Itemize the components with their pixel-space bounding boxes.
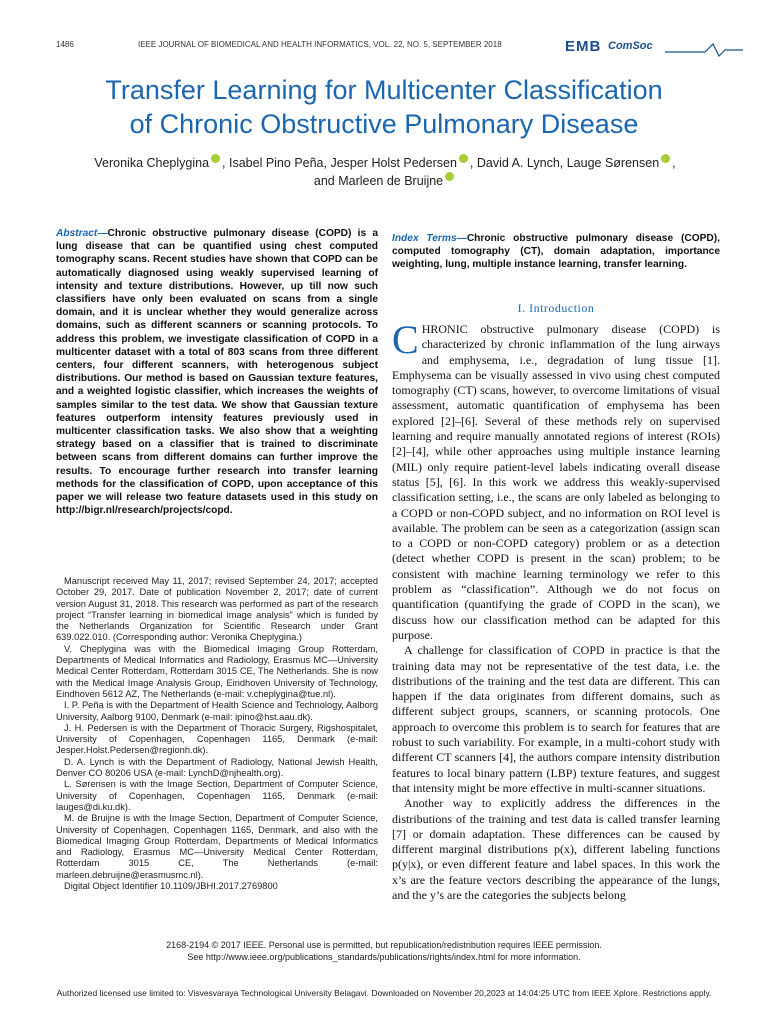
orcid-icon[interactable] xyxy=(661,154,670,163)
author-text-4: and Marleen de Bruijne xyxy=(313,174,444,188)
introduction-body xyxy=(392,317,720,903)
footnote: D. A. Lynch is with the Department of Radiology, National Jewish Health, Denver CO 80206 USA (e-mail: LynchD@njhealth.org). xyxy=(56,756,378,779)
license-notice: Authorized licensed use limited to: Visvesvaraya Technological University Belagavi. Downloaded on November 20,2023 at 14:04:25 UTC from IEEE Xplore. Restrictions apply. xyxy=(56,988,712,998)
copyright-notice xyxy=(60,940,708,963)
title-line-1: Transfer Learning for Multicenter Classification xyxy=(105,75,663,105)
copyright-line-2: See http://www.ieee.org/publications_standards/publications/rights/index.html for more information. xyxy=(187,951,581,962)
footnote: L. Sørensen is with the Image Section, Department of Computer Science, University of Copenhagen, Copenhagen 1165, Denmark (e-mail: lauges@di.ku.dk). xyxy=(56,779,378,812)
doi: Digital Object Identifier 10.1109/JBHI.2017.2769800 xyxy=(64,881,278,892)
intro-paragraph-1: CHRONIC obstructive pulmonary disease (COPD) is characterized by chronic inflammation of the lung airways and emphysema, i.e., degradation of lung tissue [1]. Emphysema can be visually assessed in vivo using chest computed tomography (CT) scans, however, to overcome limitations of visual assessment, automatic quantification of emphysema has been explored [2]–[6]. Several of these methods rely on supervised learning and require manually annotated regions of interest (ROIs) [2]–[4], while other approaches using multiple instance learning (MIL) only require patient-level labels indicating overall disease status [5], [6]. In this work we address this weakly-supervised classification setting, i.e., the scans are only labeled as belonging to a COPD or non-COPD subject, and no information on ROI level is available. The problem can be seen as a categorization (assign scan to a COPD or non-COPD category) problem or as a detection (detect whether COPD is present in the scan) problem; to be consistent with machine learning terminology we refer to this problem as “classification”. Although we do not focus on quantification (quantifying the grade of COPD in the scan), we discuss how our classification method can be adapted for this purpose. xyxy=(392,317,720,642)
footnote: J. H. Pedersen is with the Department of Thoracic Surgery, Rigshospitalet, University of Copenhagen, Copenhagen 1165, Denmark (e-mail: Jesper.Holst.Pedersen@regionh.dk). xyxy=(56,722,378,756)
orcid-icon[interactable] xyxy=(459,154,468,163)
footnote: M. de Bruijne is with the Image Section, Department of Computer Science, University of Copenhagen, Copenhagen 1165, Denmark, and also with the Biomedical Imaging Group Rotterdam, Departments of Medical Informatics and Radiology, Erasmus MC—University Medical Center Rotterdam, Rotterdam 3015 CE, The Netherlands (e-mail: marleen.debruijne@erasmusmc.nl). xyxy=(56,813,378,880)
signal-logo-icon xyxy=(665,42,743,58)
footnote: I. P. Peña is with the Department of Health Science and Technology, Aalborg University, Aalborg 9100, Denmark (e-mail: ipino@hst.aau.dk). xyxy=(56,700,378,722)
journal-name: IEEE JOURNAL OF BIOMEDICAL AND HEALTH INFORMATICS, VOL. 22, NO. 5, SEPTEMBER 2018 xyxy=(138,40,502,49)
intro-paragraph-2: A challenge for classification of COPD in practice is that the training data may not be representative of the test data, i.e. the distributions of the training and the test data are different. This can happen if the data originates from different domains, such as different subject groups, scanners, or scanning protocols. One approach to overcome this problem is to search for features that are robust to such variability. For example, in a multi-cohort study with different CT scanners [4], the authors compare intensity distribution features to local binary pattern (LBP) texture features, and suggest that intensity might be more effective in multi-scanner situations. xyxy=(392,643,720,795)
comsoc-logo: ComSoc xyxy=(608,40,653,52)
author-text-2: , Isabel Pino Peña, Jesper Holst Pedersen xyxy=(222,156,457,170)
index-terms-text: Chronic obstructive pulmonary disease (COPD), computed tomography (CT), domain adaptation, importance weighting, lung, multiple instance learning, transfer learning. xyxy=(392,233,720,271)
section-heading: I. Introduction xyxy=(517,301,595,315)
drop-cap: C xyxy=(392,317,419,362)
copyright-line-1: 2168-2194 © 2017 IEEE. Personal use is permitted, but republication/redistribution requires IEEE permission. xyxy=(166,940,602,950)
society-logos xyxy=(565,38,745,62)
title-line-2: of Chronic Obstructive Pulmonary Disease xyxy=(129,109,639,139)
footnotes xyxy=(56,576,378,892)
page-number: 1486 xyxy=(56,40,74,49)
abstract-label: Abstract— xyxy=(56,228,108,239)
index-terms-label: Index Terms— xyxy=(392,233,467,244)
emb-logo: EMB xyxy=(565,38,602,55)
footnote: Manuscript received May 11, 2017; revised September 24, 2017; accepted October 29, 2017. Date of publication November 2, 2017; date of current version August 31, 2018. This research was performed as part of the research project “Transfer learning in biomedical image analysis” which is funded by the Netherlands Organization for Scientific Research under Grant 639.022.010. (Corresponding author: Veronika Cheplygina.) xyxy=(56,576,378,643)
index-terms xyxy=(392,232,720,272)
author-list: Veronika Cheplygina , Isabel Pino Peña, Jesper Holst Pedersen , David A. Lynch, Lauge Sørensen , and Marleen de Bruijne xyxy=(94,156,676,188)
intro-paragraph-3: Another way to explicitly address the differences in the distributions of the training and test data is called transfer learning [7] or domain adaptation. These differences can be caused by different marginal distributions p(x), different labeling functions p(y|x), or even different feature and label spaces. In this work the x’s are the feature vectors describing the appearance of the lungs, and the y’s are the categories the subjects belong xyxy=(392,796,720,902)
author-text-3: , David A. Lynch, Lauge Sørensen xyxy=(469,156,660,170)
abstract-text: Chronic obstructive pulmonary disease (COPD) is a lung disease that can be quantified using chest computed tomography scans. Recent studies have shown that COPD can be automatically diagnosed using weakly supervised learning of intensity and texture distributions. However, up till now such classifiers have only been evaluated on scans from a single domain, and it is unclear whether they would generalize across domains, such as different scanners or scanning protocols. To address this problem, we investigate classification of COPD in a multicenter dataset with a total of 803 scans from three different centers, four different scanners, with heterogenous subject distributions. Our method is based on Gaussian texture features, and a weighted logistic classifier, which increases the weights of samples similar to the test data. We show that Gaussian texture features outperform intensity features previously used in multicenter classification tasks. We also show that a weighting strategy based on a classifier that is trained to discriminate between scans from different domains can further improve the results. To encourage further research into transfer learning methods for the classification of COPD, upon acceptance of this paper we will release two feature datasets used in this study on http://bigr.nl/research/projects/copd. xyxy=(56,228,378,517)
paper-title xyxy=(30,73,738,141)
orcid-icon[interactable] xyxy=(211,154,220,163)
author-text-1: Veronika Cheplygina xyxy=(94,156,210,170)
abstract xyxy=(56,227,378,517)
orcid-icon[interactable] xyxy=(445,172,454,181)
footnote: V. Cheplygina was with the Biomedical Imaging Group Rotterdam, Departments of Medical Informatics and Radiology, Erasmus MC—University Medical Center Rotterdam, Rotterdam 3015 CE, The Netherlands. She is now with the Medical Image Analysis Group, Eindhoven University of Technology, Eindhoven 5612 AZ, The Netherlands (e-mail: v.cheplygina@tue.nl). xyxy=(56,643,378,699)
